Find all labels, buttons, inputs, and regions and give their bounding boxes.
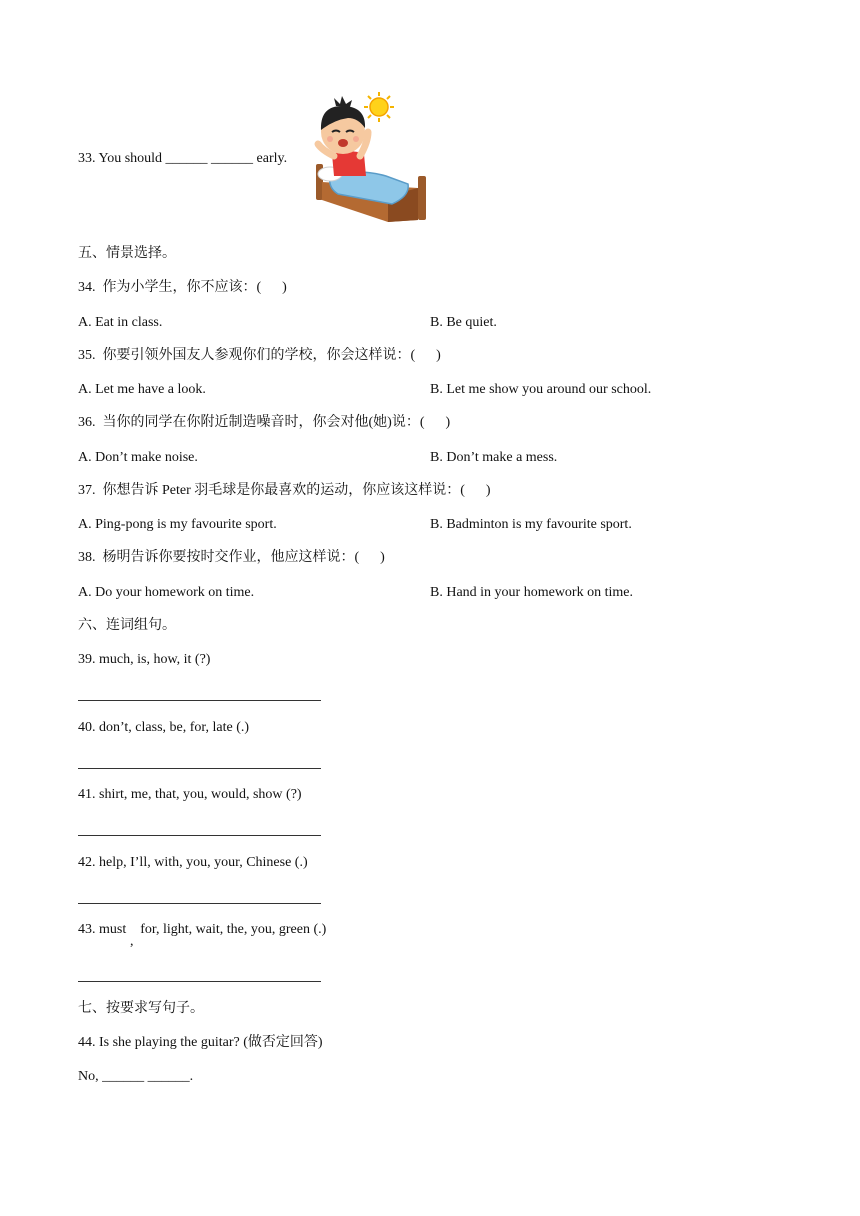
q36-option-a: A. Don’t make noise. (78, 450, 198, 465)
q37-question: 37. 你想告诉 Peter 羽毛球是你最喜欢的运动，你应该这样说：( ) (78, 483, 491, 498)
q35-question: 35. 你要引领外国友人参观你们的学校，你会这样说：( ) (78, 348, 441, 363)
q34-option-a: A. Eat in class. (78, 315, 163, 330)
q38-option-b: B. Hand in your homework on time. (430, 585, 633, 600)
section-6-heading: 六、连词组句。 (78, 618, 176, 633)
q40-answer-line[interactable] (78, 768, 321, 769)
q43-answer-line[interactable] (78, 981, 321, 982)
q38-question: 38. 杨明告诉你要按时交作业，他应这样说：( ) (78, 550, 385, 565)
q33-line: 33. You should ______ ______ early. (78, 151, 288, 166)
q37-option-a: A. Ping-pong is my favourite sport. (78, 517, 277, 532)
q44-answer: No, ______ ______. (78, 1069, 194, 1084)
sun-icon (364, 92, 394, 122)
q38-option-a: A. Do your homework on time. (78, 585, 255, 600)
q35-option-a: A. Let me have a look. (78, 382, 206, 397)
q37-option-b: B. Badminton is my favourite sport. (430, 517, 632, 532)
q39-prompt: 39. much, is, how, it (?) (78, 652, 211, 667)
q44-prompt: 44. Is she playing the guitar? (做否定回答) (78, 1035, 323, 1050)
q36-question: 36. 当你的同学在你附近制造噪音时，你会对他(她)说：( ) (78, 415, 451, 430)
q43-comma: , (130, 934, 134, 949)
q42-prompt: 42. help, I’ll, with, you, your, Chinese (.) (78, 855, 308, 870)
q34-question: 34. 作为小学生，你不应该：( ) (78, 280, 287, 295)
q35-option-b: B. Let me show you around our school. (430, 382, 652, 397)
q39-answer-line[interactable] (78, 700, 321, 701)
q42-answer-line[interactable] (78, 903, 321, 904)
boy-waking-up-illustration (308, 92, 432, 226)
section-5-heading: 五、情景选择。 (78, 246, 176, 261)
q43-prompt: 43. must for, light, wait, the, you, green (.) (78, 922, 327, 937)
q40-prompt: 40. don’t, class, be, for, late (.) (78, 720, 250, 735)
section-7-heading: 七、按要求写句子。 (78, 1001, 204, 1016)
q41-prompt: 41. shirt, me, that, you, would, show (?) (78, 787, 302, 802)
q34-option-b: B. Be quiet. (430, 315, 497, 330)
q36-option-b: B. Don’t make a mess. (430, 450, 558, 465)
q41-answer-line[interactable] (78, 835, 321, 836)
